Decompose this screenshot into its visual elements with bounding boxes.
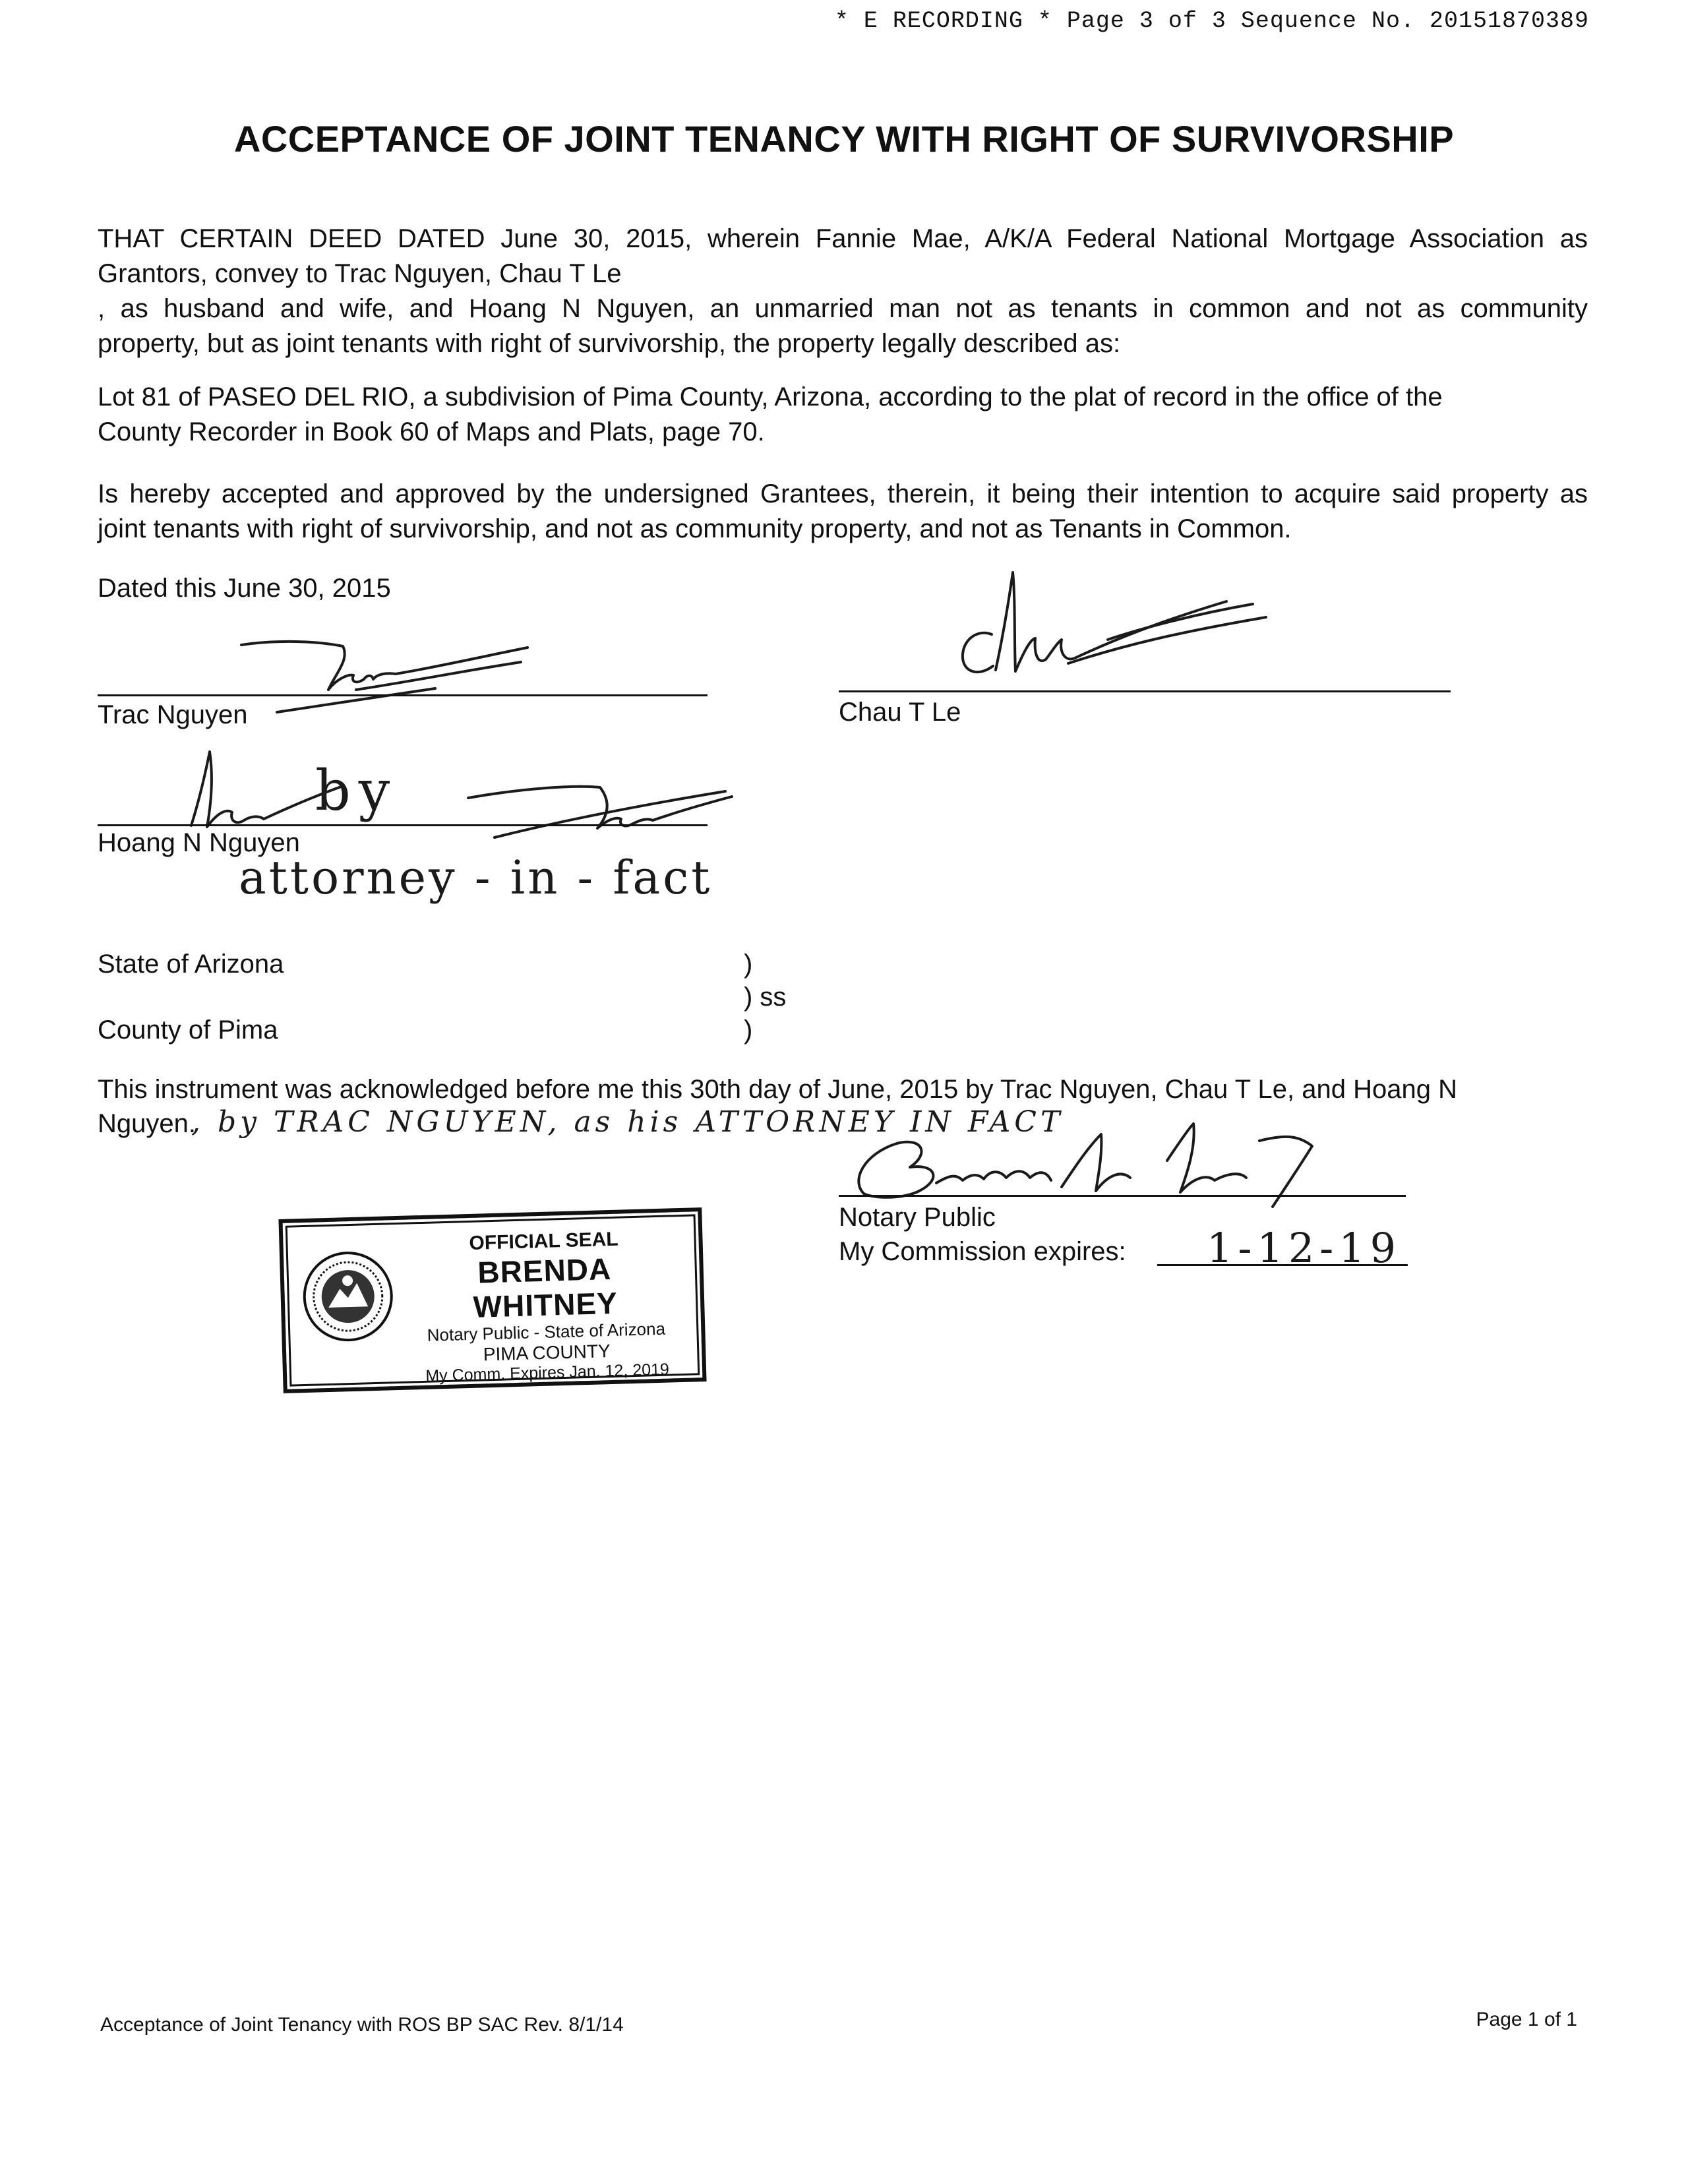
venue-county: County of Pima bbox=[98, 1016, 278, 1045]
handwritten-by: by bbox=[315, 758, 398, 823]
deed-line-4: property, but as joint tenants with right of survivorship, the property legally described as: bbox=[98, 329, 1121, 358]
dated-line: Dated this June 30, 2015 bbox=[98, 574, 391, 603]
notary-signature-line bbox=[839, 1195, 1406, 1197]
grantee-trac-nguyen-label: Trac Nguyen bbox=[98, 700, 248, 729]
seal-notary-name: BRENDA WHITNEY bbox=[472, 1251, 618, 1325]
arizona-seal-emblem-icon bbox=[301, 1249, 396, 1344]
notary-seal-stamp bbox=[278, 1207, 706, 1393]
footer-form-id: Acceptance of Joint Tenancy with ROS BP SAC Rev. 8/1/14 bbox=[100, 2014, 624, 2036]
venue-paren-1: ) bbox=[744, 950, 753, 979]
handwritten-attorney-note: , by TRAC NGUYEN, as his ATTORNEY IN FACT bbox=[191, 1105, 1064, 1139]
seal-expiration: My Comm. Expires Jan. 12, 2019 bbox=[425, 1360, 670, 1386]
deed-line-1: THAT CERTAIN DEED DATED June 30, 2015, wherein Fannie Mae, A/K/A Federal National Mortgage Association as bbox=[98, 224, 1588, 253]
deed-line-3: , as husband and wife, and Hoang N Nguyen, an unmarried man not as tenants in common and not as community bbox=[98, 294, 1588, 323]
recording-header: * E RECORDING * Page 3 of 3 Sequence No. 20151870389 bbox=[834, 8, 1589, 34]
signature-notary bbox=[837, 1114, 1365, 1213]
accept-line-2: joint tenants with right of survivorship, and not as community property, and not as Tenants in Common. bbox=[98, 514, 1292, 543]
grantee-chau-t-le-label: Chau T Le bbox=[839, 698, 961, 727]
notary-public-label: Notary Public bbox=[839, 1203, 996, 1232]
footer-page-number: Page 1 of 1 bbox=[1476, 2009, 1577, 2030]
acknowledgment-line-2: Nguyen. bbox=[98, 1109, 196, 1138]
acceptance-paragraph bbox=[98, 477, 1588, 547]
venue-ss: ) ss bbox=[744, 983, 787, 1012]
accept-line-1: Is hereby accepted and approved by the undersigned Grantees, therein, it being their intention to acquire said property as bbox=[98, 479, 1588, 508]
seal-text-block bbox=[402, 1227, 689, 1387]
commission-expires-label: My Commission expires: bbox=[839, 1237, 1126, 1266]
venue-paren-3: ) bbox=[744, 1016, 753, 1045]
legal-description bbox=[98, 380, 1588, 450]
signature-line-trac bbox=[98, 694, 708, 696]
legal-line-1: Lot 81 of PASEO DEL RIO, a subdivision of Pima County, Arizona, according to the plat of record in the office of the bbox=[98, 382, 1443, 411]
grantee-hoang-n-nguyen-label: Hoang N Nguyen bbox=[98, 828, 300, 857]
signature-line-hoang bbox=[98, 824, 708, 826]
legal-line-2: County Recorder in Book 60 of Maps and Plats, page 70. bbox=[98, 417, 765, 446]
acknowledgment-line-1: This instrument was acknowledged before me this 30th day of June, 2015 by Trac Nguyen, Chau T Le, and Hoang N bbox=[98, 1075, 1457, 1104]
deed-line-2: Grantors, convey to Trac Nguyen, Chau T Le bbox=[98, 259, 622, 288]
signature-chau-t-le bbox=[950, 561, 1292, 686]
seal-official-seal: OFFICIAL SEAL bbox=[469, 1228, 619, 1254]
document-title: ACCEPTANCE OF JOINT TENANCY WITH RIGHT OF SURVIVORSHIP bbox=[233, 118, 1455, 160]
commission-date-handwritten: 1-12-19 bbox=[1207, 1224, 1402, 1272]
deed-paragraph bbox=[98, 222, 1588, 361]
venue-state: State of Arizona bbox=[98, 950, 284, 979]
signature-line-chau bbox=[839, 690, 1451, 692]
seal-county: PIMA COUNTY bbox=[483, 1341, 611, 1365]
handwritten-attorney-in-fact: attorney - in - fact bbox=[239, 851, 713, 905]
seal-notary-state: Notary Public - State of Arizona bbox=[427, 1318, 666, 1346]
signature-trac-nguyen bbox=[237, 633, 541, 725]
